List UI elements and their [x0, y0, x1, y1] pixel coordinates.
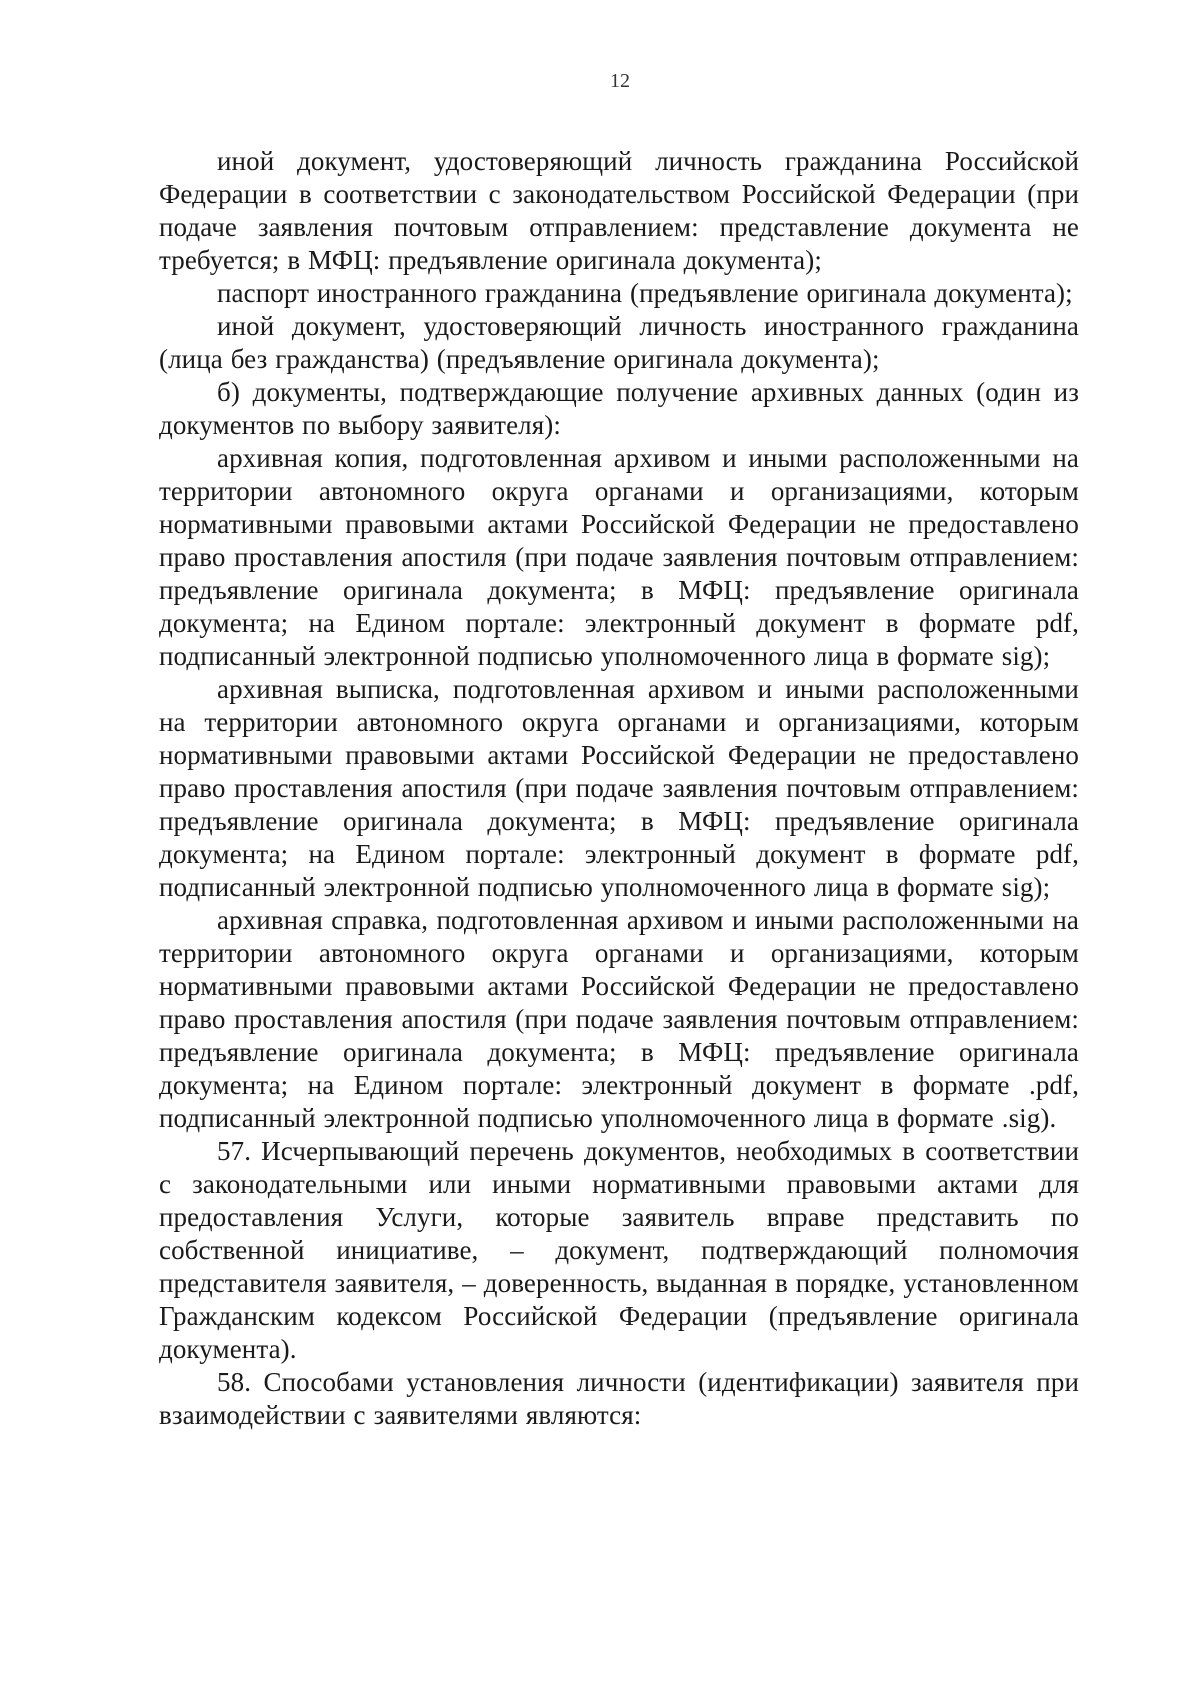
paragraph-archive-extract: архивная выписка, подготовленная архивом и иными расположенными на территории автономного округа органами и организациями, которым нормативными правовыми актами Российской Федерации не предоставлено право проставления апостиля (при подаче заявления почтовым отправлением: предъявление оригинала документа; в МФЦ: предъявление оригинала документа; на Едином портале: электронный документ в формате pdf, подписанный электронной подписью уполномоченного лица в формате sig);	[159, 674, 1079, 902]
paragraph-other-id-rf-citizen: иной документ, удостоверяющий личность гражданина Российской Федерации в соответствии с законодательством Российской Федерации (при подаче заявления почтовым отправлением: представление документа не требуется; в МФЦ: предъявление оригинала документа);	[159, 146, 1079, 275]
page-number: 12	[610, 70, 630, 92]
paragraph-foreign-passport: паспорт иностранного гражданина (предъявление оригинала документа);	[217, 278, 1073, 308]
paragraph-item-57: 57. Исчерпывающий перечень документов, необходимых в соответствии с законодательными или иными нормативными правовыми актами для предоставления Услуги, которые заявитель вправе представить по собственной инициативе, – документ, подтверждающий полномочия представителя заявителя, – доверенность, выданная в порядке, установленном Гражданским кодексом Российской Федерации (предъявление оригинала документа).	[159, 1136, 1079, 1364]
paragraph-other-id-foreigner: иной документ, удостоверяющий личность иностранного гражданина (лица без гражданства) (предъявление оригинала документа);	[159, 311, 1079, 374]
document-body	[159, 145, 1079, 1432]
paragraph-archive-copy: архивная копия, подготовленная архивом и иными расположенными на территории автономного округа органами и организациями, которым нормативными правовыми актами Российской Федерации не предоставлено право проставления апостиля (при подаче заявления почтовым отправлением: предъявление оригинала документа; в МФЦ: предъявление оригинала документа; на Едином портале: электронный документ в формате pdf, подписанный электронной подписью уполномоченного лица в формате sig);	[159, 443, 1079, 671]
paragraph-item-58: 58. Способами установления личности (идентификации) заявителя при взаимодействии с заявителями являются:	[159, 1367, 1079, 1430]
paragraph-archive-certificate: архивная справка, подготовленная архивом и иными расположенными на территории автономного округа органами и организациями, которым нормативными правовыми актами Российской Федерации не предоставлено право проставления апостиля (при подаче заявления почтовым отправлением: предъявление оригинала документа; в МФЦ: предъявление оригинала документа; на Едином портале: электронный документ в формате .pdf, подписанный электронной подписью уполномоченного лица в формате .sig).	[159, 905, 1079, 1133]
paragraph-archive-documents-b: б) документы, подтверждающие получение архивных данных (один из документов по выбору заявителя):	[159, 377, 1079, 440]
